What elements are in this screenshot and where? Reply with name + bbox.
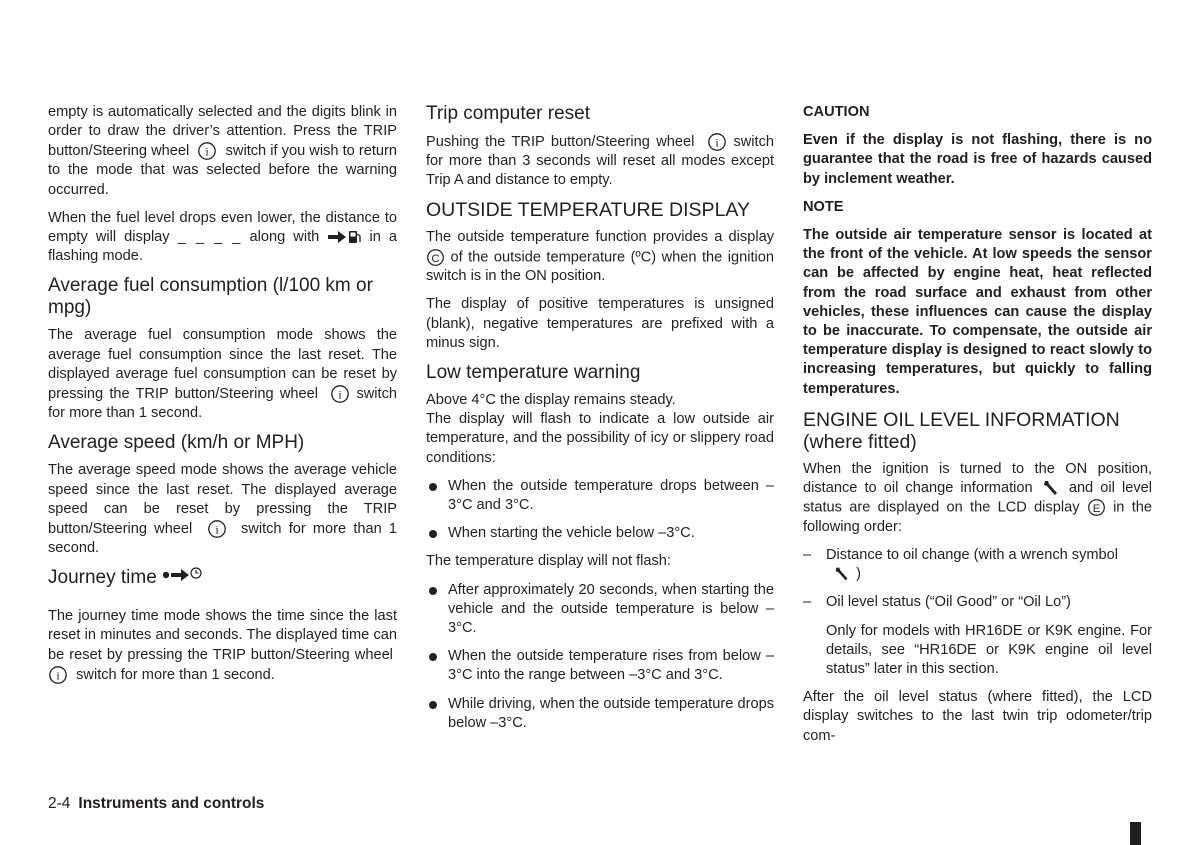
- column-2: [426, 103, 774, 742]
- heading-average-speed: Average speed (km/h or MPH): [48, 432, 305, 454]
- list-item: After approximately 20 seconds, when starting the vehicle and the outside temperature is below –3°C.: [426, 581, 774, 639]
- bullet-icon: [429, 587, 437, 595]
- paragraph-no-flash-intro: The temperature display will not flash:: [426, 553, 671, 570]
- list-item: When starting the vehicle below –3°C.: [426, 524, 774, 543]
- paragraph-oil-after: After the oil level status (where fitted), the LCD display switches to the last twin trip odometer/trip com-: [803, 689, 1152, 744]
- list-item: – Oil level status (“Oil Good” or “Oil Lo”): [803, 594, 1071, 611]
- display-e-icon: [1087, 498, 1106, 517]
- info-switch-icon: [207, 519, 227, 539]
- column-1: [48, 103, 397, 694]
- svg-text:i: i: [205, 144, 210, 159]
- paragraph-journey-time: The journey time mode shows the time since the last reset in minutes and seconds. The displayed time can be reset by pressing the TRIP button/Steering wheel i switch for more than 1 second.: [48, 607, 397, 685]
- paragraph-average-speed: The average speed mode shows the average vehicle speed since the last reset. The displayed average speed can be reset by pressing the TRIP button/Steering wheel i switch for more than 1 second.: [48, 462, 398, 557]
- paragraph-fuel-low: When the fuel level drops even lower, the distance to empty will display _ _ _ _ along with in a flashing mode.: [48, 209, 398, 265]
- svg-text:i: i: [715, 135, 719, 150]
- arrow-fuel-pump-icon: [327, 229, 361, 245]
- bullet-icon: [429, 701, 437, 709]
- heading-average-fuel-consumption: Average fuel consumption (l/100 km or mpg): [48, 275, 373, 319]
- heading-low-temperature-warning: Low temperature warning: [426, 362, 641, 384]
- wrench-icon: [832, 565, 852, 583]
- display-c-icon: [426, 248, 445, 267]
- list-item: When the outside temperature rises from below –3°C into the range between –3°C and 3°C.: [426, 647, 774, 685]
- list-item: When the outside temperature drops between –3°C and 3°C.: [426, 477, 774, 515]
- bullet-icon: [429, 653, 437, 661]
- svg-text:i: i: [56, 668, 60, 683]
- heading-journey-time: Journey time: [48, 567, 397, 589]
- note-label: NOTE: [803, 198, 844, 215]
- list-item: While driving, when the outside temperature drops below –3°C.: [426, 695, 774, 733]
- paragraph-flash-intro: The display will flash to indicate a low outside air temperature, and the possibility of icy or slippery road conditions:: [426, 411, 774, 466]
- svg-text:i: i: [338, 387, 342, 402]
- paragraph-trip-reset: Pushing the TRIP button/Steering wheel i switch for more than 3 seconds will reset all modes except Trip A and distance to empty.: [426, 133, 775, 189]
- paragraph-positive-negative: The display of positive temperatures is unsigned (blank), negative temperatures are prefixed with a minus sign.: [426, 296, 774, 351]
- journey-clock-icon: [162, 567, 204, 583]
- caution-text: Even if the display is not flashing, there is no guarantee that the road is free of hazards caused by inclement weather.: [803, 132, 1152, 187]
- heading-outside-temperature-display: OUTSIDE TEMPERATURE DISPLAY: [426, 199, 750, 222]
- info-switch-icon: [707, 132, 727, 152]
- heading-engine-oil-level: ENGINE OIL LEVEL INFORMATION (where fitted): [803, 408, 1120, 453]
- paragraph-oil-note: Only for models with HR16DE or K9K engine. For details, see “HR16DE or K9K engine oil level status” later in this section.: [826, 622, 1152, 678]
- page-footer: [48, 795, 264, 813]
- svg-text:i: i: [214, 522, 219, 537]
- section-tab-marker: [1130, 822, 1141, 845]
- paragraph-oil-info: When the ignition is turned to the ON position, distance to oil change information and oil level status are displayed on the LCD display E in the following order:: [803, 460, 1152, 535]
- paragraph-outside-temp: The outside temperature function provides a display C of the outside temperature (ºC) when the ignition switch is in the ON position.: [426, 229, 774, 285]
- list-item: – Distance to oil change (with a wrench symbol ): [803, 547, 1119, 583]
- paragraph-trip-warning: empty is automatically selected and the digits blink in order to draw the driver’s attention. Press the TRIP button/Steering wheel i switch if you wish to return to the mode that was selected before the warning occurred.: [48, 104, 397, 198]
- info-switch-icon: [197, 141, 217, 161]
- paragraph-above-4c: Above 4°C the display remains steady.: [426, 392, 676, 409]
- bullet-icon: [429, 483, 437, 491]
- page-number: 2-4: [48, 795, 71, 812]
- caution-label: CAUTION: [803, 104, 870, 120]
- note-text: The outside air temperature sensor is located at the front of the vehicle. At low speeds the sensor can be affected by engine heat, heat reflected from the road surface and exhaust from other vehicles, these influences can cause the display to be inaccurate. To compensate, the outside air temperature display is designed to react slowly to increasing temperatures, but quickly to falling temperatures.: [803, 227, 1152, 397]
- svg-text:C: C: [431, 252, 440, 265]
- column-3: [803, 103, 1152, 755]
- paragraph-average-fuel: The average fuel consumption mode shows the average fuel consumption since the last reset. The displayed average fuel consumption can be reset by pressing the TRIP button/Steering wheel i switch for more than 1 second.: [48, 327, 398, 422]
- bullet-icon: [429, 530, 437, 538]
- info-switch-icon: [330, 384, 350, 404]
- heading-trip-computer-reset: Trip computer reset: [426, 103, 591, 124]
- section-title: Instruments and controls: [78, 795, 265, 812]
- svg-text:E: E: [1092, 503, 1101, 516]
- info-switch-icon: [48, 665, 68, 685]
- wrench-icon: [1040, 479, 1062, 497]
